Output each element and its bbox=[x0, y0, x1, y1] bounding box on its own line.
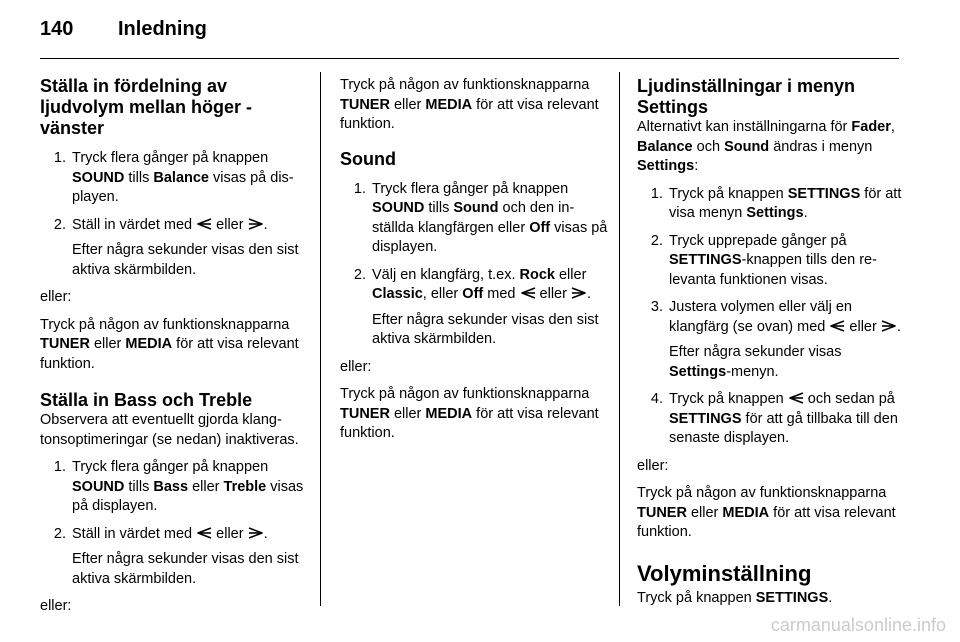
bold-term: SOUND bbox=[372, 200, 425, 216]
list-item bbox=[637, 232, 905, 291]
list-item-text: Tryck flera gånger på knappen SOUND tills Bass eller Treble visas på displayen. bbox=[72, 459, 304, 514]
sound-steps bbox=[340, 180, 608, 350]
list-item bbox=[40, 149, 305, 208]
list-item-subtext: Efter några sekunder visas den sist aktiva skärmbilden. bbox=[72, 551, 299, 587]
or-text: eller: bbox=[637, 457, 669, 474]
column-divider-2 bbox=[619, 72, 620, 606]
bold-term: Balance bbox=[637, 138, 693, 155]
list-item-body bbox=[663, 185, 905, 224]
arrow-right-icon bbox=[248, 527, 264, 539]
list-item-body bbox=[66, 149, 305, 208]
list-item bbox=[40, 458, 305, 517]
bold-term: TUNER bbox=[340, 405, 390, 422]
column-2 bbox=[340, 76, 608, 452]
list-item-body bbox=[663, 390, 905, 449]
page-title: Inledning bbox=[118, 18, 207, 40]
bold-term: TUNER bbox=[40, 336, 90, 352]
tuner-media-paragraph: Tryck på någon av funktionsknapparna TUNER eller MEDIA för att visa relevant funktion. bbox=[340, 386, 599, 441]
list-number: 2. bbox=[353, 266, 366, 283]
section-heading-bass-treble: Ställa in Bass och Treble bbox=[40, 390, 253, 410]
list-item-body bbox=[66, 216, 305, 281]
list-item-text: Tryck på knappen och sedan på SETTINGS för att gå tillbaka till den senaste displayen. bbox=[669, 391, 898, 446]
list-item-text: Ställ in värdet med eller . bbox=[72, 216, 268, 233]
list-item-text: Tryck flera gånger på knappen SOUND tills Balance visas på displayen. bbox=[72, 150, 294, 205]
bold-term: Fader bbox=[851, 119, 891, 135]
list-number: 1. bbox=[53, 459, 66, 475]
bold-term: SETTINGS bbox=[787, 185, 861, 202]
or-text: eller: bbox=[340, 358, 372, 375]
tuner-media-paragraph: Tryck på någon av funktionsknapparna TUNER eller MEDIA för att visa relevant funktion. bbox=[40, 316, 299, 372]
list-item-text: Välj en klangfärg, t.ex. Rock eller Classic, eller Off med eller . bbox=[372, 266, 591, 302]
bold-term: SOUND bbox=[72, 478, 125, 495]
list-number: 1. bbox=[53, 150, 66, 166]
bold-term: TUNER bbox=[340, 96, 390, 113]
bold-term: Off bbox=[462, 286, 484, 302]
list-number: 2. bbox=[53, 216, 66, 233]
list-item bbox=[40, 525, 305, 590]
balance-steps bbox=[40, 149, 305, 280]
list-item-body bbox=[663, 298, 905, 382]
list-number: 1. bbox=[650, 185, 663, 202]
list-number: 3. bbox=[650, 299, 663, 315]
section-heading-sound: Sound bbox=[340, 148, 396, 169]
list-item-text: Tryck flera gånger på knappen SOUND tills Sound och den inställda klangfärgen eller Off visas på displayen. bbox=[372, 180, 608, 255]
bold-term: MEDIA bbox=[722, 504, 770, 521]
watermark: carmanualsonline.info bbox=[770, 615, 946, 635]
or-text: eller: bbox=[40, 598, 72, 614]
bold-term: Balance bbox=[153, 169, 209, 186]
list-item bbox=[340, 266, 608, 350]
tuner-media-paragraph: Tryck på någon av funktionsknapparna TUNER eller MEDIA för att visa relevant funktion. bbox=[637, 485, 896, 540]
list-item-text: Ställ in värdet med eller . bbox=[72, 525, 268, 542]
list-item-text: Tryck upprepade gånger på SETTINGS-knappen tills den relevanta funktionen visas. bbox=[669, 232, 877, 288]
arrow-left-icon bbox=[196, 218, 212, 230]
list-item-text: Justera volymen eller välj en klangfärg (se ovan) med eller . bbox=[669, 299, 901, 335]
header-rule bbox=[40, 58, 899, 59]
bold-term: SETTINGS bbox=[669, 410, 742, 427]
bold-term: SETTINGS bbox=[755, 589, 829, 606]
list-item-subtext: Efter några sekunder visas Settings-menyn. bbox=[669, 344, 842, 380]
tuner-media-paragraph: Tryck på någon av funktionsknapparna TUNER eller MEDIA för att visa relevant funktion. bbox=[340, 77, 599, 132]
list-item-body bbox=[663, 232, 905, 291]
bold-term: SETTINGS bbox=[669, 252, 742, 268]
settings-steps bbox=[637, 185, 905, 449]
list-item-body bbox=[66, 525, 305, 590]
list-item-text: Tryck på knappen SETTINGS för att visa menyn Settings. bbox=[669, 185, 902, 221]
arrow-right-icon bbox=[248, 218, 264, 230]
bold-term: SOUND bbox=[72, 169, 125, 186]
list-item-subtext: Efter några sekunder visas den sist aktiva skärmbilden. bbox=[372, 311, 599, 347]
bold-term: Sound bbox=[453, 200, 499, 216]
list-item bbox=[637, 298, 905, 382]
bold-term: Settings bbox=[669, 363, 727, 380]
bold-term: MEDIA bbox=[425, 405, 473, 422]
list-item-subtext: Efter några sekunder visas den sist aktiva skärmbilden. bbox=[72, 242, 299, 278]
bold-term: TUNER bbox=[637, 504, 687, 521]
section-heading-balance: Ställa in fördelning av ljudvolym mellan höger - vänster bbox=[40, 76, 253, 138]
bold-term: Rock bbox=[519, 266, 555, 283]
list-item-body bbox=[366, 266, 608, 350]
section-heading-settings-menu: Ljudinställningar i menyn Settings bbox=[637, 76, 856, 117]
column-3 bbox=[637, 76, 905, 616]
arrow-right-icon bbox=[571, 287, 587, 299]
arrow-left-icon bbox=[829, 320, 845, 332]
list-item-body bbox=[366, 180, 608, 258]
bold-term: Bass bbox=[153, 478, 189, 495]
column-1 bbox=[40, 76, 305, 625]
bold-term: Off bbox=[529, 219, 551, 236]
page-number: 140 bbox=[40, 18, 74, 40]
list-number: 2. bbox=[53, 525, 66, 542]
list-number: 2. bbox=[650, 232, 663, 249]
list-item bbox=[340, 180, 608, 258]
list-item-body bbox=[66, 458, 305, 517]
settings-intro-paragraph: Alternativt kan inställningarna för Fader, Balance och Sound ändras i menyn Settings: bbox=[637, 119, 895, 174]
bold-term: Classic bbox=[372, 286, 423, 302]
volume-paragraph: Tryck på knappen SETTINGS. bbox=[637, 589, 833, 606]
bass-treble-steps bbox=[40, 458, 305, 589]
section-heading-volume: Volyminställning bbox=[637, 560, 812, 586]
arrow-left-icon bbox=[196, 527, 212, 539]
column-divider-1 bbox=[320, 72, 321, 606]
arrow-right-icon bbox=[881, 320, 897, 332]
page-header bbox=[40, 18, 207, 41]
list-item bbox=[637, 185, 905, 224]
bold-term: Sound bbox=[724, 138, 770, 155]
arrow-left-icon bbox=[520, 287, 536, 299]
list-item bbox=[40, 216, 305, 281]
list-number: 1. bbox=[353, 180, 366, 197]
note-paragraph: Observera att eventuellt gjorda klangtonsoptimeringar (se nedan) inaktiveras. bbox=[40, 412, 299, 448]
bold-term: MEDIA bbox=[425, 96, 473, 113]
list-item bbox=[637, 390, 905, 449]
arrow-left-icon bbox=[788, 392, 804, 404]
bold-term: Settings bbox=[637, 158, 695, 174]
bold-term: Settings bbox=[746, 205, 804, 221]
or-text: eller: bbox=[40, 289, 72, 305]
list-number: 4. bbox=[650, 391, 663, 407]
bold-term: MEDIA bbox=[125, 336, 173, 352]
bold-term: Treble bbox=[223, 478, 267, 495]
